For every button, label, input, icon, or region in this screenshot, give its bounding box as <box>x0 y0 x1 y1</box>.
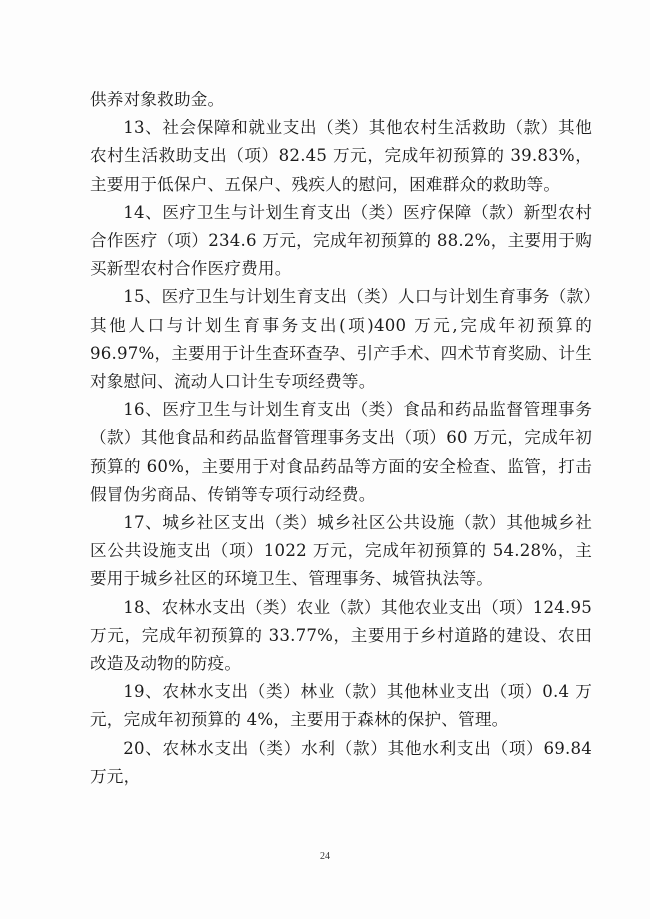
paragraph-item-20: 20、农林水支出（类）水利（款）其他水利支出（项）69.84 万元， <box>90 738 592 786</box>
paragraph-item-19: 19、农林水支出（类）林业（款）其他林业支出（项）0.4 万元，完成年初预算的 4%，主要用于森林的保护、管理。 <box>90 682 592 730</box>
paragraph-item-17: 17、城乡社区支出（类）城乡社区公共设施（款）其他城乡社区公共设施支出（项）1022 万元，完成年初预算的 54.28%，主要用于城乡社区的环境卫生、管理事务、城管执法等。 <box>90 513 592 589</box>
paragraph-item-13: 13、社会保障和就业支出（类）其他农村生活救助（款）其他农村生活救助支出（项）82.45 万元，完成年初预算的 39.83%，主要用于低保户、五保户、残疾人的慰问，困难群众的救助等。 <box>90 118 592 194</box>
paragraph-item-18: 18、农林水支出（类）农业（款）其他农业支出（项）124.95 万元，完成年初预算的 33.77%，主要用于乡村道路的建设、农田改造及动物的防疫。 <box>90 597 592 674</box>
paragraph-item-14: 14、医疗卫生与计划生育支出（类）医疗保障（款）新型农村合作医疗（项）234.6 万元，完成年初预算的 88.2%，主要用于购买新型农村合作医疗费用。 <box>90 202 592 279</box>
body-text <box>90 86 592 791</box>
page-number: 24 <box>320 851 330 862</box>
paragraph-item-15: 15、医疗卫生与计划生育支出（类）人口与计划生育事务（款）其他人口与计划生育事务支出(项)400 万元,完成年初预算的 96.97%，主要用于计生查环查孕、引产手术、四术节育奖励、计生对象慰问、流动人口计生专项经费等。 <box>90 287 592 392</box>
paragraph-continuation: 供养对象救助金。 <box>90 90 225 109</box>
paragraph-item-16: 16、医疗卫生与计划生育支出（类）食品和药品监督管理事务（款）其他食品和药品监督管理事务支出（项）60 万元，完成年初预算的 60%，主要用于对食品药品等方面的安全检查、监管，打击假冒伪劣商品、传销等专项行动经费。 <box>90 400 592 504</box>
